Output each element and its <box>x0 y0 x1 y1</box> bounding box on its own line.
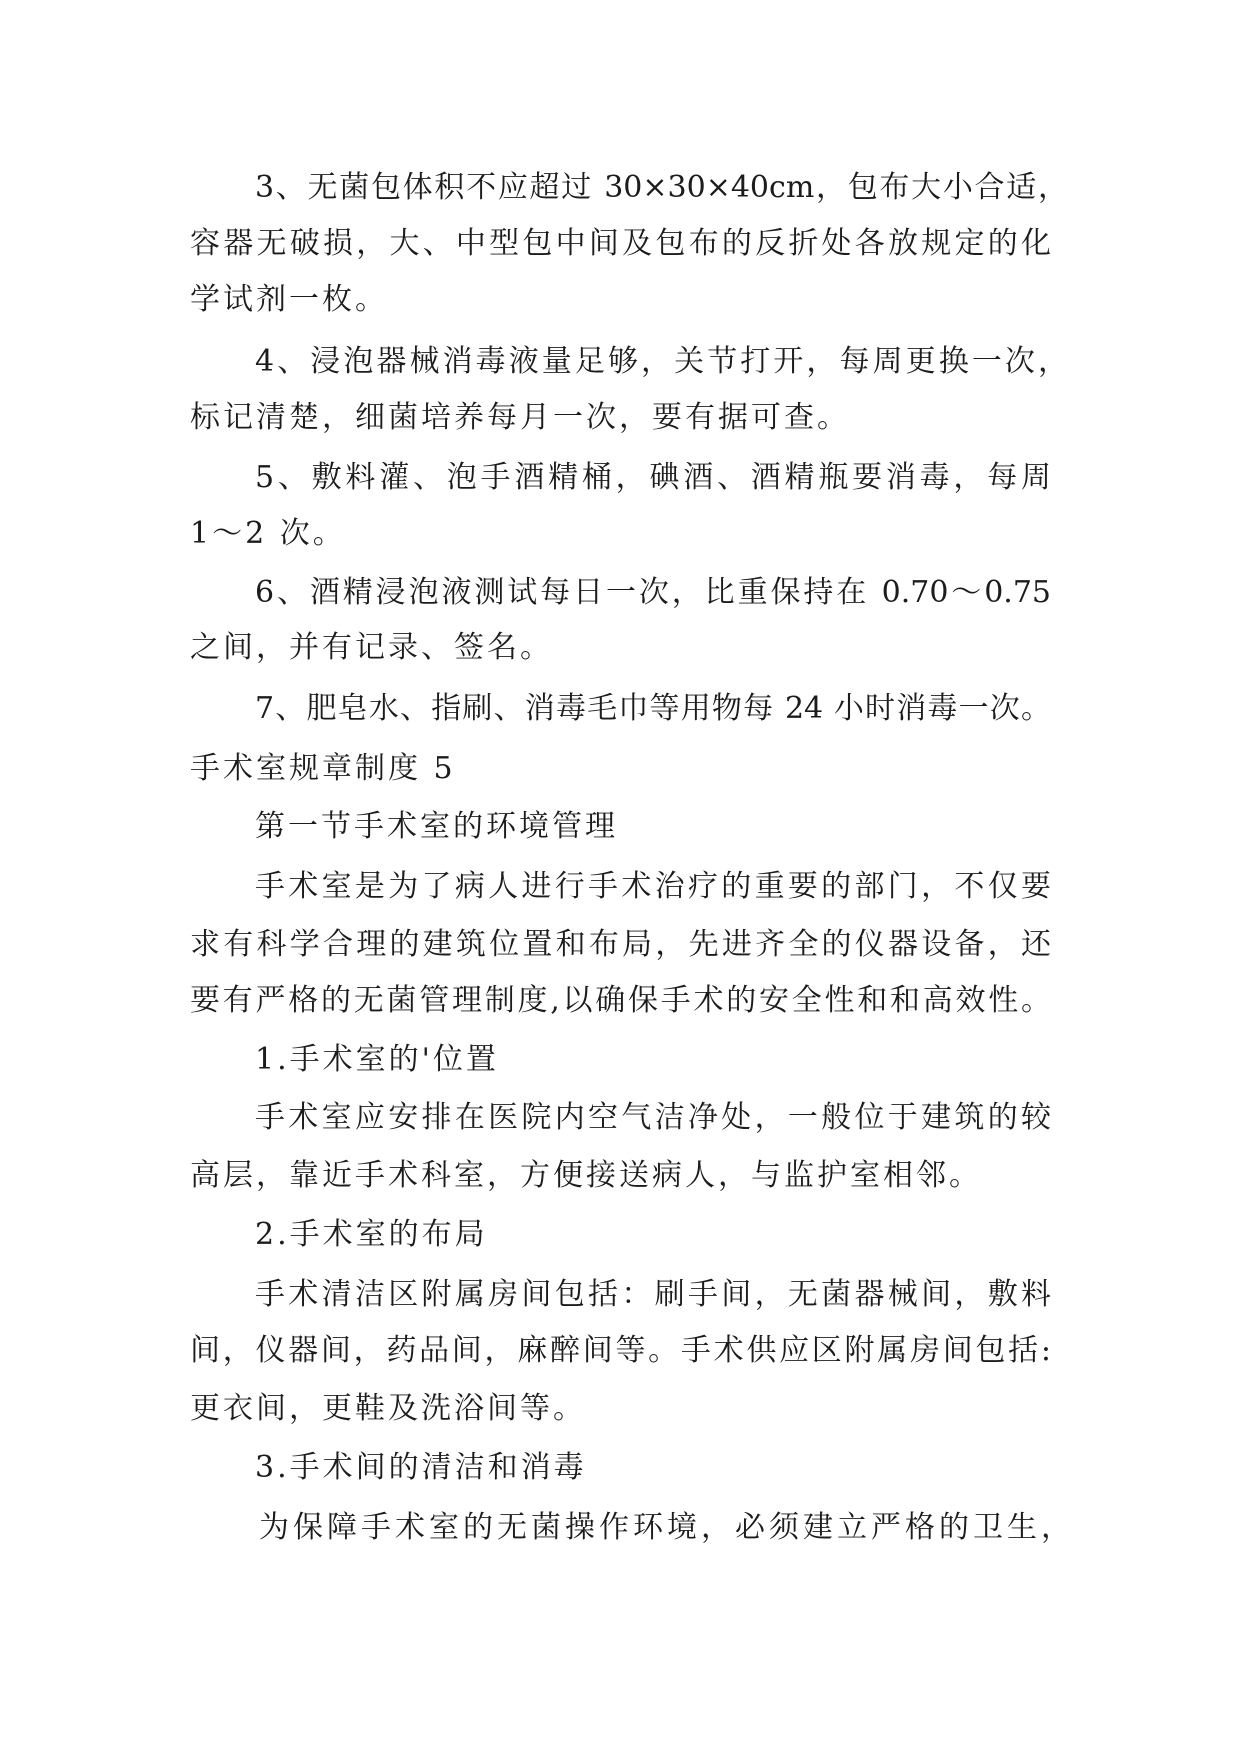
text-line: 手术清洁区附属房间包括：刷手间，无菌器械间，敷料 <box>255 1277 1051 1312</box>
text-line: 之间，并有记录、签名。 <box>190 630 553 665</box>
text-line: 1～2 次。 <box>190 516 346 551</box>
text-line: 标记清楚，细菌培养每月一次，要有据可查。 <box>190 400 850 435</box>
text-line: 7、肥皂水、指刷、消毒毛巾等用物每 24 小时消毒一次。 <box>255 691 1051 726</box>
text-line: 更衣间，更鞋及洗浴间等。 <box>190 1391 586 1426</box>
text-line: 4、浸泡器械消毒液量足够，关节打开，每周更换一次， <box>255 344 1068 379</box>
text-line: 学试剂一枚。 <box>190 282 388 317</box>
heading-line: 1.手术室的'位置 <box>255 1042 499 1077</box>
heading-line: 2.手术室的布局 <box>255 1217 488 1252</box>
text-line: 5、敷料灌、泡手酒精桶，碘酒、酒精瓶要消毒，每周 <box>255 460 1051 495</box>
heading-line: 3.手术间的清洁和消毒 <box>255 1450 587 1485</box>
text-line: 6、酒精浸泡液测试每日一次，比重保持在 0.70～0.75 <box>255 575 1051 610</box>
text-line: 3、无菌包体积不应超过 30×30×40cm，包布大小合适， <box>255 170 1068 205</box>
text-line: 容器无破损，大、中型包中间及包布的反折处各放规定的化 <box>190 226 1051 261</box>
text-line: 要有严格的无菌管理制度,以确保手术的安全性和和高效性。 <box>190 983 1051 1018</box>
heading-line: 第一节手术室的环境管理 <box>255 809 618 844</box>
text-line: 间，仪器间，药品间，麻醉间等。手术供应区附属房间包括: <box>190 1333 1051 1368</box>
heading-line: 手术室规章制度 5 <box>190 751 456 786</box>
text-line: 手术室是为了病人进行手术治疗的重要的部门，不仅要 <box>255 869 1051 904</box>
text-line: 高层，靠近手术科室，方便接送病人，与监护室相邻。 <box>190 1158 982 1193</box>
text-line: 求有科学合理的建筑位置和布局，先进齐全的仪器设备，还 <box>190 927 1051 962</box>
text-line: 为保障手术室的无菌操作环境，必须建立严格的卫生， <box>259 1510 1071 1545</box>
text-line: 手术室应安排在医院内空气洁净处，一般位于建筑的较 <box>255 1100 1051 1135</box>
